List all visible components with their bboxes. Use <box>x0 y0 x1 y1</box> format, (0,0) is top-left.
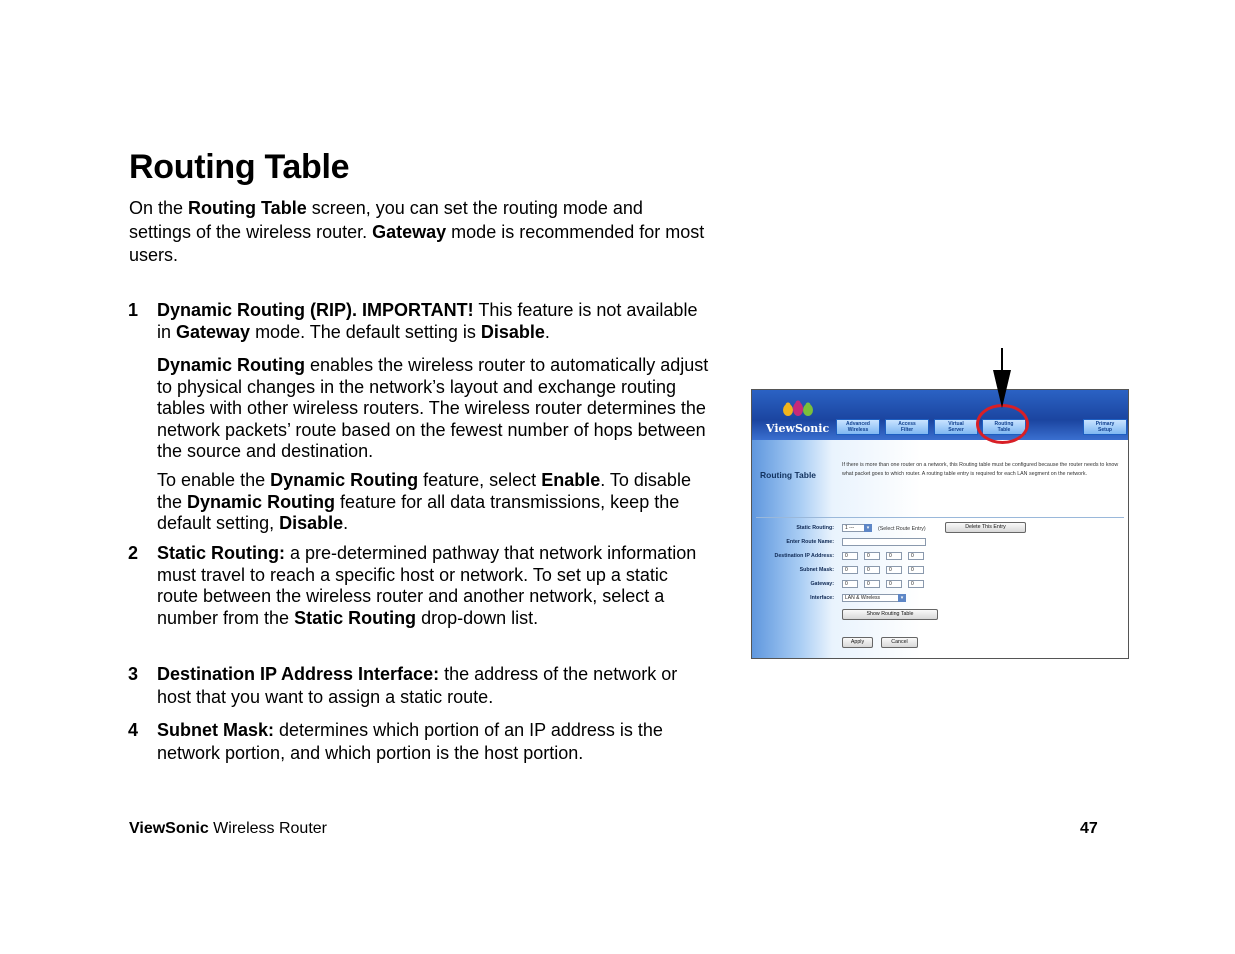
item-3: 3 Destination IP Address Interface: the address of the network or host that you want to assign a static route. <box>128 664 678 707</box>
intro-paragraph: On the Routing Table screen, you can set the routing mode and settings of the wireless router. Gateway mode is recommended for most users. <box>129 198 705 265</box>
chevron-down-icon[interactable]: ▾ <box>864 524 872 532</box>
interface-label: Interface: <box>810 595 834 601</box>
subnet-octet-3[interactable]: 0 <box>886 566 902 574</box>
delete-entry-button[interactable]: Delete This Entry <box>945 522 1026 533</box>
page-number: 47 <box>1080 820 1098 837</box>
dest-ip-octet-4[interactable]: 0 <box>908 552 924 560</box>
subnet-octet-2[interactable]: 0 <box>864 566 880 574</box>
gateway-octet-3[interactable]: 0 <box>886 580 902 588</box>
item-number: 3 <box>128 664 139 684</box>
tab-virtual-server[interactable]: Virtual Server <box>934 419 978 435</box>
interface-select[interactable]: LAN & Wireless <box>842 594 906 602</box>
static-routing-label: Static Routing: <box>796 525 834 531</box>
highlight-circle <box>976 404 1029 444</box>
item-4: 4 Subnet Mask: determines which portion of an IP address is the network portion, and which portion is the host portion. <box>128 720 663 763</box>
dest-ip-label: Destination IP Address: <box>774 553 834 559</box>
item-number: 1 <box>128 300 139 320</box>
item-1-paragraph-2: Dynamic Routing enables the wireless router to automatically adjust to physical changes in the network’s layout and exchange routing tables with other wireless routers. The wireless router determines the network packets’ route based on the fewest number of hops between the source and destination. <box>157 355 709 461</box>
gateway-label: Gateway: <box>810 581 834 587</box>
router-page-title: Routing Table <box>760 470 817 480</box>
dest-ip-octet-1[interactable]: 0 <box>842 552 858 560</box>
footer-product: ViewSonic Wireless Router <box>129 820 327 837</box>
gateway-octet-4[interactable]: 0 <box>908 580 924 588</box>
item-number: 4 <box>128 720 139 740</box>
subnet-mask-label: Subnet Mask: <box>799 567 834 573</box>
item-1-paragraph-3: To enable the Dynamic Routing feature, select Enable. To disable the Dynamic Routing feature for all data transmissions, keep the default setting, Disable. <box>157 470 691 533</box>
pointer-arrow-icon <box>985 348 1019 408</box>
route-name-input[interactable] <box>842 538 926 546</box>
viewsonic-birds-logo-icon <box>778 396 818 420</box>
router-screenshot <box>751 389 1129 659</box>
subnet-octet-1[interactable]: 0 <box>842 566 858 574</box>
apply-button[interactable]: Apply <box>842 637 873 648</box>
tab-advanced-wireless[interactable]: Advanced Wireless <box>836 419 880 435</box>
select-route-note: (Select Route Entry) <box>878 526 926 532</box>
viewsonic-logo: ViewSonic <box>766 422 830 435</box>
item-2: 2 Static Routing: a pre-determined pathway that network information must travel to reach a specific host or network. To set up a static route between the wireless router and another network, select a number from the Static Routing drop-down list. <box>128 543 697 628</box>
static-routing-select[interactable]: 1 --- <box>842 524 872 532</box>
item-1: 1 Dynamic Routing (RIP). IMPORTANT! This feature is not available in Gateway mode. The default setting is Disable. <box>128 300 698 342</box>
tab-routing-table[interactable]: Routing Table <box>982 419 1026 435</box>
tab-access-filter[interactable]: Access Filter <box>885 419 929 435</box>
route-name-label: Enter Route Name: <box>786 539 834 545</box>
chevron-down-icon[interactable]: ▾ <box>898 594 906 602</box>
router-header <box>752 390 1128 440</box>
dest-ip-octet-3[interactable]: 0 <box>886 552 902 560</box>
dest-ip-octet-2[interactable]: 0 <box>864 552 880 560</box>
gateway-octet-2[interactable]: 0 <box>864 580 880 588</box>
cancel-button[interactable]: Cancel <box>881 637 918 648</box>
tab-primary-setup[interactable]: Primary Setup <box>1083 419 1127 435</box>
show-routing-table-button[interactable]: Show Routing Table <box>842 609 938 620</box>
divider <box>756 517 1124 518</box>
gateway-octet-1[interactable]: 0 <box>842 580 858 588</box>
page-title: Routing Table <box>129 148 350 186</box>
item-number: 2 <box>128 543 139 563</box>
subnet-octet-4[interactable]: 0 <box>908 566 924 574</box>
router-description: If there is more than one router on a network, this Routing table must be configured because the router needs to know what packet goes to which router. A routing table entry is required for each LAN segment on the network. <box>842 462 1119 477</box>
